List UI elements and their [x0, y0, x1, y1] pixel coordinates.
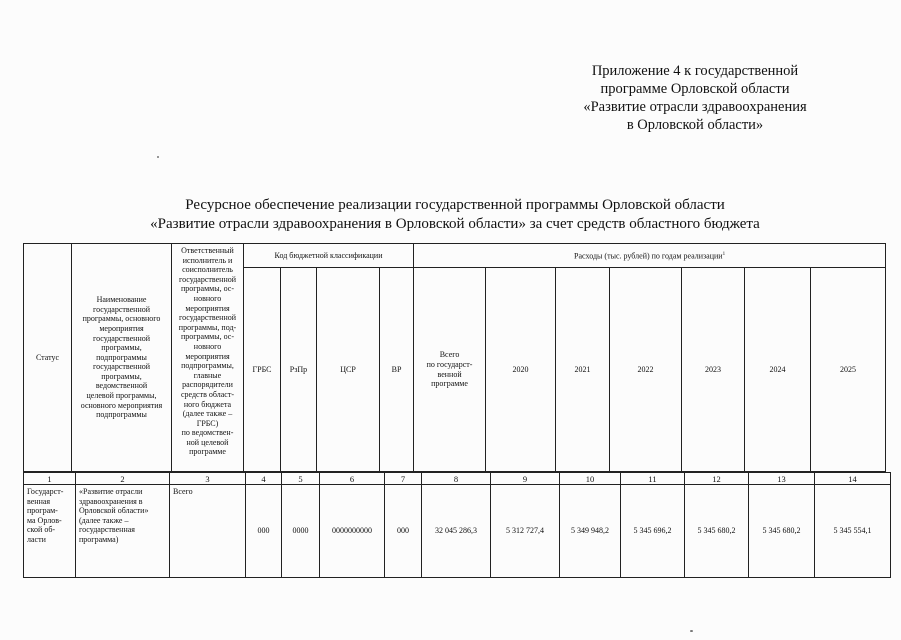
- header-status: Статус: [24, 244, 72, 472]
- header-vr: ВР: [380, 268, 414, 472]
- column-number: 13: [749, 473, 815, 485]
- header-name: Наименование государственной программы, основного мероприятия государственной программы, подпрограммы государственной программы, ведомственной целевой программы, основного мероприятия подпрограммы: [72, 244, 172, 472]
- appendix-line: в Орловской области»: [626, 117, 764, 133]
- expenses-footnote: 1: [722, 251, 726, 257]
- scan-speck: [157, 156, 159, 158]
- appendix-caption: [555, 62, 835, 134]
- scan-speck: [690, 630, 693, 632]
- document-title: [60, 196, 850, 234]
- table-body-block: [23, 472, 891, 578]
- header-year: 2020: [486, 268, 556, 472]
- header-year: 2024: [745, 268, 811, 472]
- header-expenses: Расходы (тыс. рублей) по годам реализации$^1$: [414, 244, 886, 268]
- column-number: 8: [422, 473, 491, 485]
- row-total: 32 045 286,3: [422, 485, 491, 578]
- row-status: Государст- венная програм- ма Орлов- ской об- ласти: [24, 485, 76, 578]
- header-year: 2025: [811, 268, 886, 472]
- title-line: «Развитие отрасли здравоохранения в Орловской области» за счет средств областного бюджета: [150, 216, 760, 232]
- row-year-value: 5 349 948,2: [560, 485, 621, 578]
- row-year-value: 5 345 696,2: [621, 485, 685, 578]
- column-number-row: [24, 473, 891, 485]
- row-grbs: 000: [246, 485, 282, 578]
- header-csr: ЦСР: [317, 268, 380, 472]
- row-csr: 0000000000: [320, 485, 385, 578]
- resource-table-body: [23, 472, 891, 578]
- header-total: Всего по государст- венной программе: [414, 268, 486, 472]
- appendix-line: Приложение 4 к государственной: [591, 63, 799, 79]
- header-year: 2021: [556, 268, 610, 472]
- header-year: 2022: [610, 268, 682, 472]
- row-name: «Развитие отрасли здравоохранения в Орловской области» (далее также – государственная программа): [76, 485, 170, 578]
- column-number: 5: [282, 473, 320, 485]
- header-rzpr: РзПр: [281, 268, 317, 472]
- column-number: 7: [385, 473, 422, 485]
- resource-table-header: [23, 243, 886, 472]
- row-year-value: 5 345 554,1: [815, 485, 891, 578]
- row-year-value: 5 345 680,2: [685, 485, 749, 578]
- column-number: 10: [560, 473, 621, 485]
- table-row: [24, 485, 891, 578]
- title-line: Ресурсное обеспечение реализации государственной программы Орловской области: [185, 197, 725, 213]
- column-number: 3: [170, 473, 246, 485]
- column-number: 14: [815, 473, 891, 485]
- row-year-value: 5 345 680,2: [749, 485, 815, 578]
- row-rzpr: 0000: [282, 485, 320, 578]
- header-responsible: Ответственный исполнитель и соисполнитель государственной программы, ос- новного мероприятия государственной программы, под- программы, ос- новного мероприятия подпрограммы, главные распорядители средств област- ного бюджета (далее также – ГРБС) по ведомствен- ной целевой программе: [172, 244, 244, 472]
- header-budget-code: Код бюджетной классификации: [244, 244, 414, 268]
- appendix-line: программе Орловской области: [600, 81, 790, 97]
- row-vr: 000: [385, 485, 422, 578]
- appendix-line: «Развитие отрасли здравоохранения: [583, 99, 807, 115]
- header-year: 2023: [682, 268, 745, 472]
- column-number: 1: [24, 473, 76, 485]
- row-responsible: Всего: [170, 485, 246, 578]
- column-number: 4: [246, 473, 282, 485]
- row-year-value: 5 312 727,4: [491, 485, 560, 578]
- column-number: 12: [685, 473, 749, 485]
- column-number: 2: [76, 473, 170, 485]
- header-grbs: ГРБС: [244, 268, 281, 472]
- column-number: 6: [320, 473, 385, 485]
- table-header-block: [23, 243, 886, 472]
- column-number: 11: [621, 473, 685, 485]
- column-number: 9: [491, 473, 560, 485]
